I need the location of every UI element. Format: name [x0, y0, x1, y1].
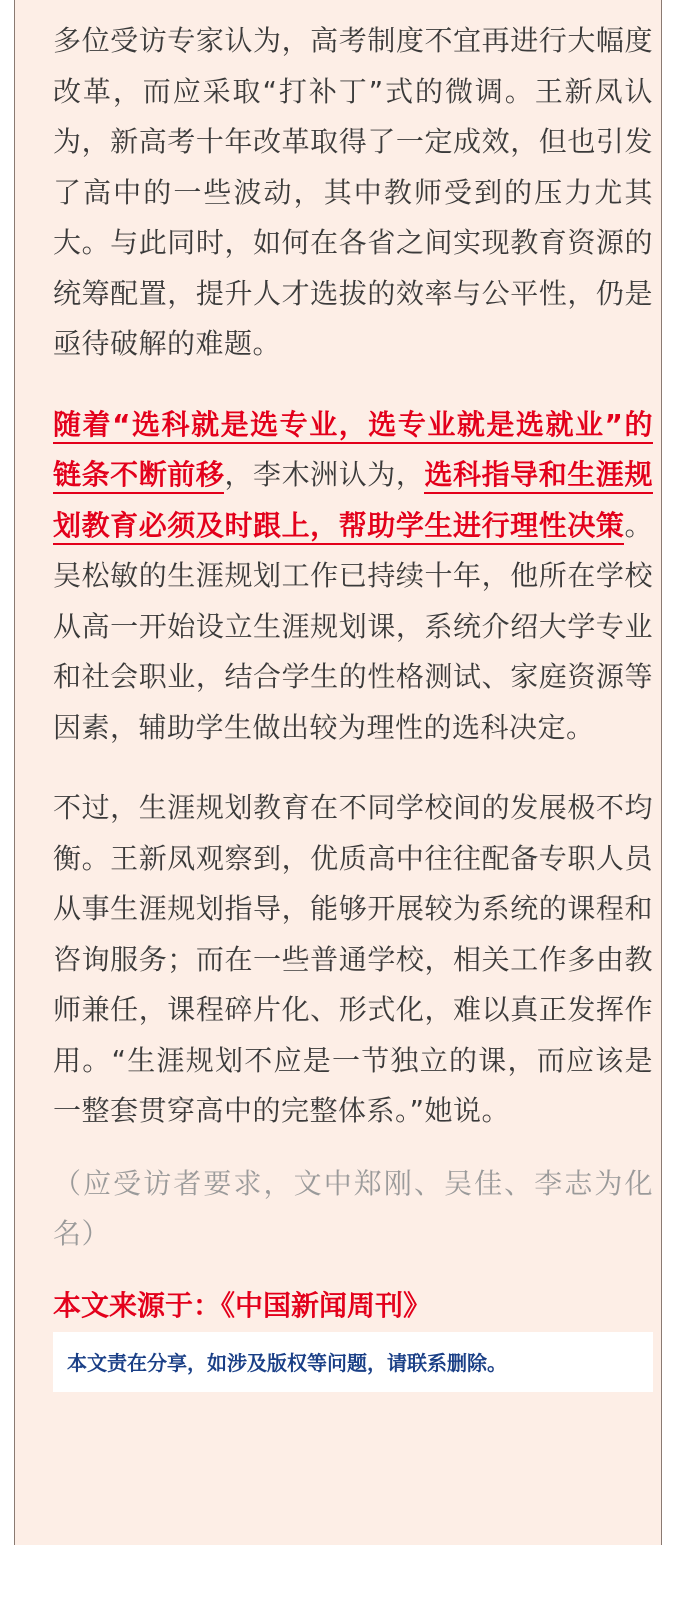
paragraph-3: 不过，生涯规划教育在不同学校间的发展极不均衡。王新凤观察到，优质高中往往配备专职人员从事生涯规划指导，能够开展较为系统的课程和咨询服务；而在一些普通学校，相关工作多由教师兼任，课程碎片化、形式化，难以真正发挥作用。“生涯规划不应是一节独立的课，而应该是一整套贯穿高中的完整体系。”她说。 — [53, 791, 653, 1127]
article-content — [53, 16, 653, 1392]
source-line: 本文来源于：《中国新闻周刊》 — [53, 1288, 432, 1322]
paragraph-2-mid: ，李木洲认为， — [224, 458, 425, 491]
highlight-text-2: 选科指导和生涯规划教育必须及时跟上，帮助学生进行理性决策 — [53, 458, 653, 545]
paragraph-2 — [53, 400, 653, 754]
article-panel — [14, 0, 662, 1545]
copyright-notice-text: 本文责在分享，如涉及版权等问题，请联系删除。 — [67, 1351, 507, 1375]
pseudonym-note: （应受访者要求，文中郑刚、吴佳、李志为化名） — [53, 1166, 653, 1250]
paragraph-2-rest: 。吴松敏的生涯规划工作已持续十年，他所在学校从高一开始设立生涯规划课，系统介绍大学专业和社会职业，结合学生的性格测试、家庭资源等因素，辅助学生做出较为理性的选科决定。 — [53, 508, 653, 744]
highlight-text-1: 随着“选科就是选专业，选专业就是选就业”的链条不断前移 — [53, 408, 653, 495]
paragraph-1: 多位受访专家认为，高考制度不宜再进行大幅度改革，而应采取“打补丁”式的微调。王新凤认为，新高考十年改革取得了一定成效，但也引发了高中的一些波动，其中教师受到的压力尤其大。与此同时，如何在各省之间实现教育资源的统筹配置，提升人才选拔的效率与公平性，仍是亟待破解的难题。 — [53, 24, 653, 360]
copyright-notice — [53, 1332, 653, 1392]
